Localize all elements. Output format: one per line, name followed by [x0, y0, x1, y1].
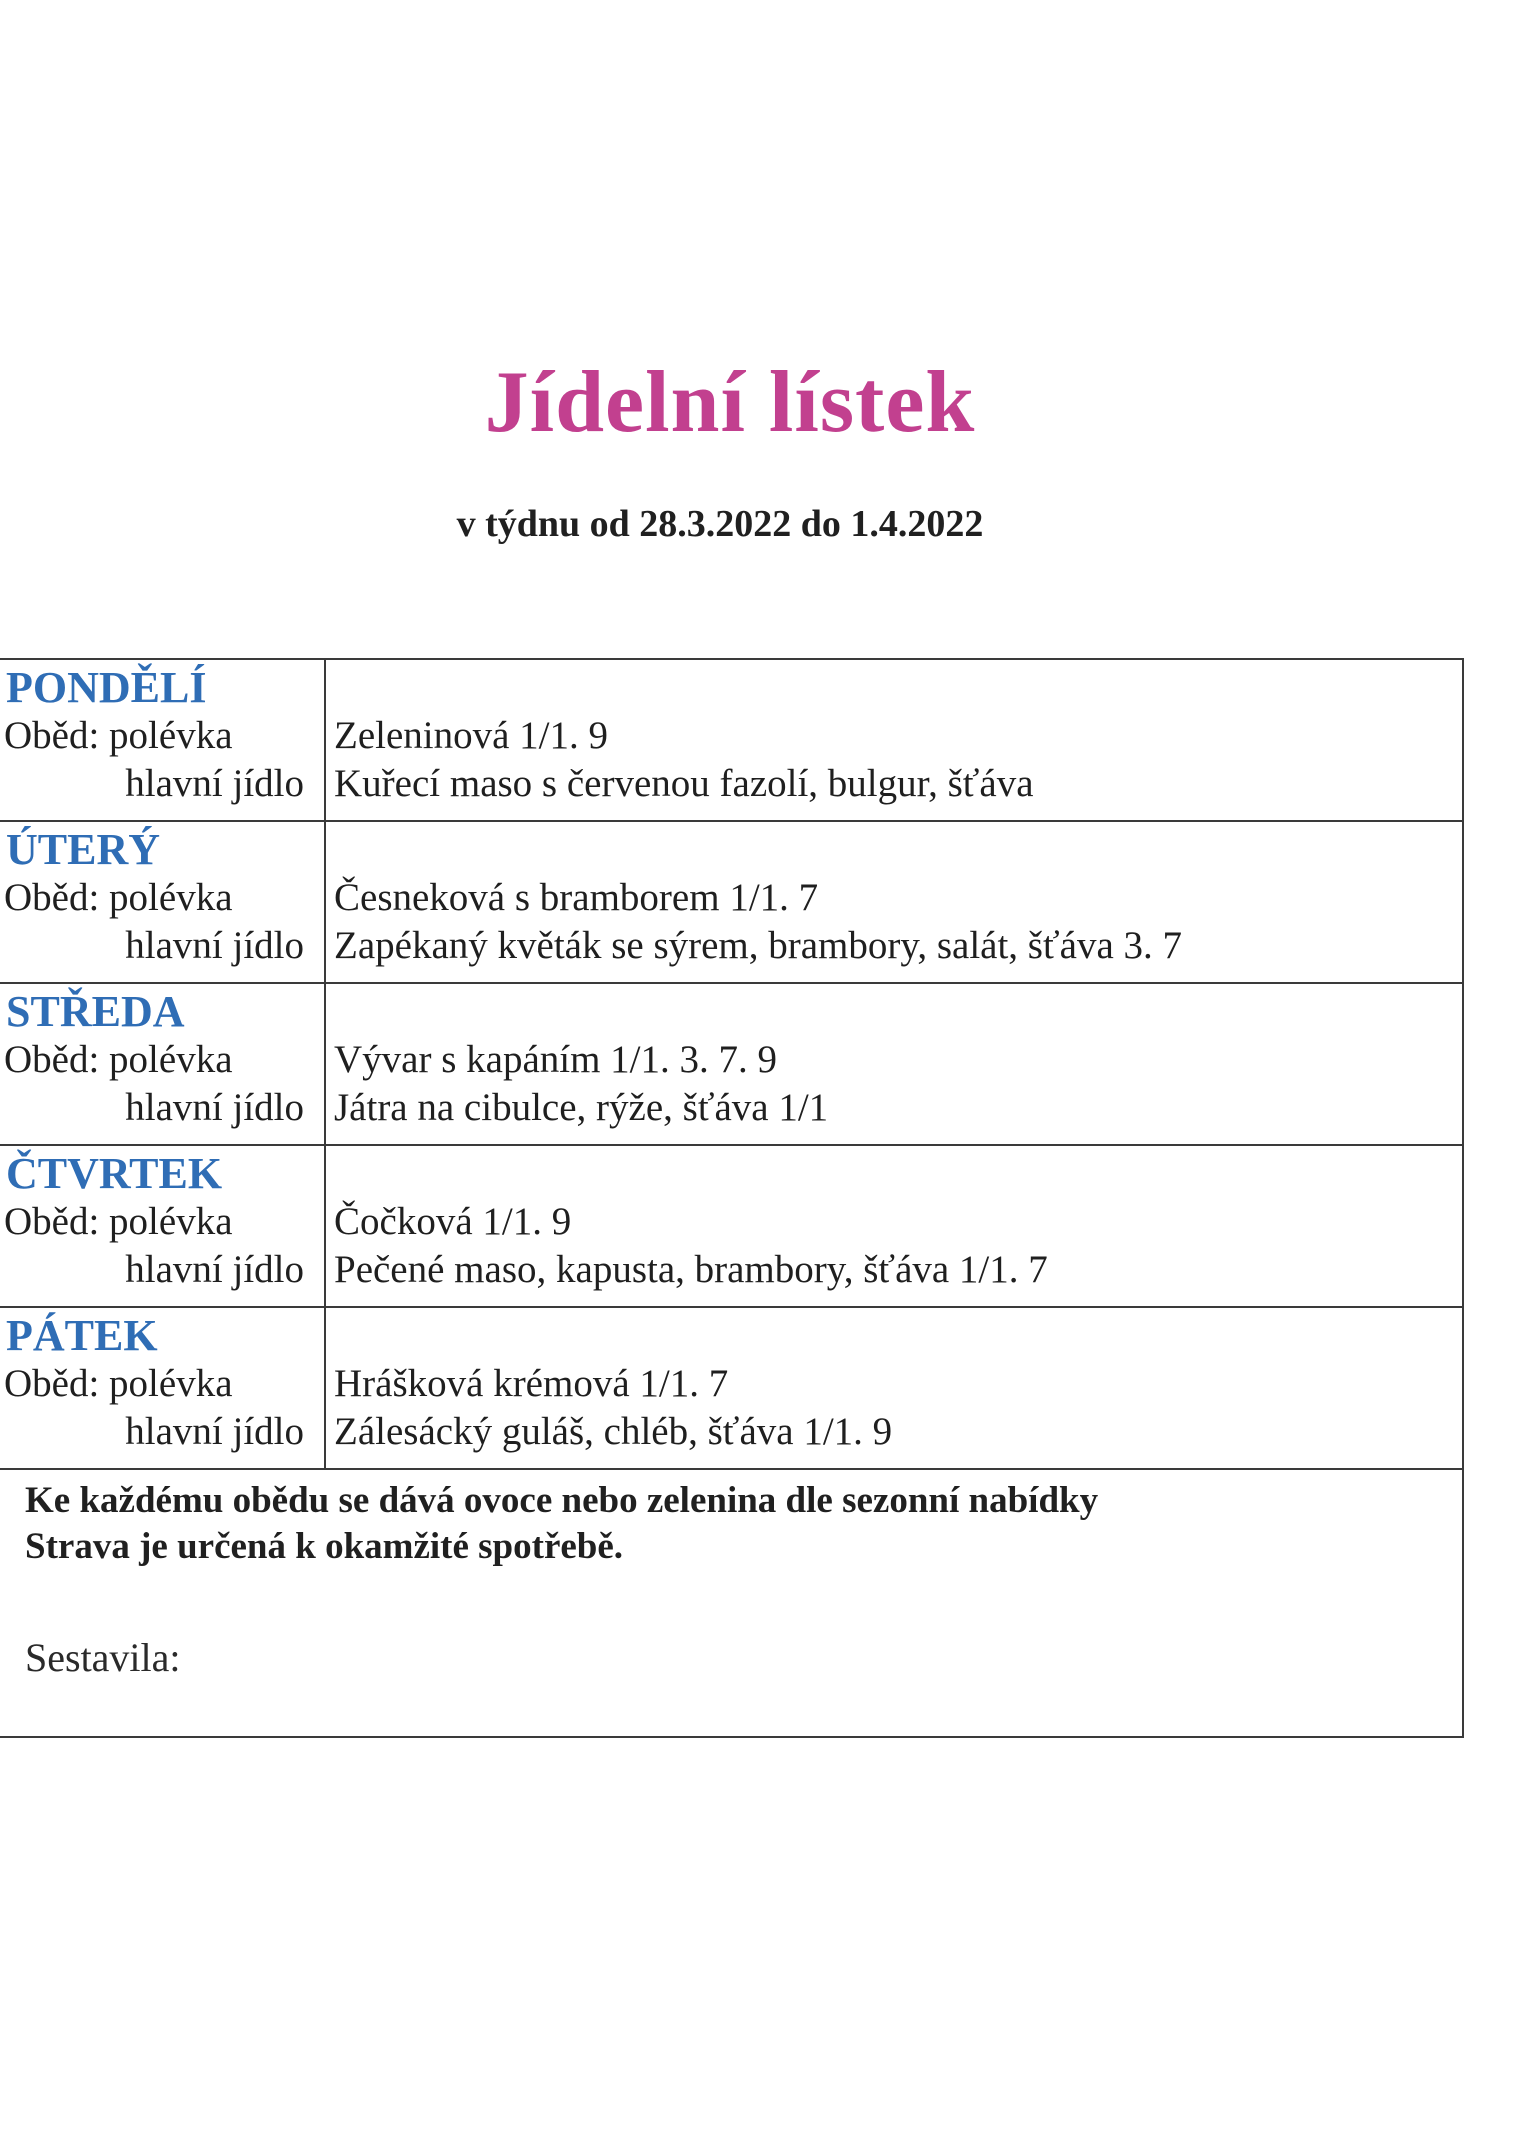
day-row-monday [0, 659, 1463, 821]
day-name: ČTVRTEK [6, 1149, 223, 1198]
main-dish-label: hlavní jídlo [125, 762, 304, 805]
day-menu-cell [325, 983, 1463, 1145]
footer-note-fruit: Ke každému obědu se dává ovoce nebo zelenina dle sezonní nabídky [25, 1480, 1099, 1521]
day-row-wednesday [0, 983, 1463, 1145]
day-label-cell [0, 659, 325, 821]
main-dish-value: Kuřecí maso s červenou fazolí, bulgur, šťáva [334, 762, 1034, 805]
day-row-friday [0, 1307, 1463, 1469]
day-label-cell [0, 1307, 325, 1469]
day-label-cell [0, 821, 325, 983]
day-name: ÚTERÝ [6, 825, 161, 874]
soup-label: Oběd: polévka [4, 1200, 233, 1243]
footer-note-consumption: Strava je určená k okamžité spotřebě. [25, 1526, 624, 1567]
day-menu-cell [325, 1307, 1463, 1469]
main-dish-value: Játra na cibulce, rýže, šťáva 1/1 [334, 1086, 829, 1129]
day-name: PÁTEK [6, 1311, 158, 1360]
day-name: STŘEDA [6, 987, 185, 1036]
day-label-cell [0, 1145, 325, 1307]
soup-value: Čočková 1/1. 9 [334, 1200, 572, 1243]
main-dish-value: Zapékaný květák se sýrem, brambory, salát, šťáva 3. 7 [334, 924, 1183, 967]
footer-row [0, 1469, 1463, 1737]
main-dish-value: Pečené maso, kapusta, brambory, šťáva 1/1. 7 [334, 1248, 1048, 1291]
page-title: Jídelní lístek [484, 354, 976, 451]
main-dish-value: Zálesácký guláš, chléb, šťáva 1/1. 9 [334, 1410, 893, 1453]
day-menu-cell [325, 1145, 1463, 1307]
soup-value: Vývar s kapáním 1/1. 3. 7. 9 [334, 1038, 778, 1081]
main-dish-label: hlavní jídlo [125, 1410, 304, 1453]
signature-label: Sestavila: [25, 1635, 181, 1680]
soup-label: Oběd: polévka [4, 1362, 233, 1405]
soup-value: Česneková s bramborem 1/1. 7 [334, 876, 819, 919]
footer-cell [0, 1469, 1463, 1737]
day-label-cell [0, 983, 325, 1145]
week-range: v týdnu od 28.3.2022 do 1.4.2022 [456, 503, 984, 545]
day-row-tuesday [0, 821, 1463, 983]
menu-table [0, 658, 1464, 1738]
day-menu-cell [325, 821, 1463, 983]
day-row-thursday [0, 1145, 1463, 1307]
soup-label: Oběd: polévka [4, 876, 233, 919]
soup-value: Zeleninová 1/1. 9 [334, 714, 609, 757]
day-name: PONDĚLÍ [6, 663, 207, 712]
soup-value: Hrášková krémová 1/1. 7 [334, 1362, 729, 1405]
soup-label: Oběd: polévka [4, 714, 233, 757]
main-dish-label: hlavní jídlo [125, 1086, 304, 1129]
main-dish-label: hlavní jídlo [125, 924, 304, 967]
main-dish-label: hlavní jídlo [125, 1248, 304, 1291]
day-menu-cell [325, 659, 1463, 821]
soup-label: Oběd: polévka [4, 1038, 233, 1081]
